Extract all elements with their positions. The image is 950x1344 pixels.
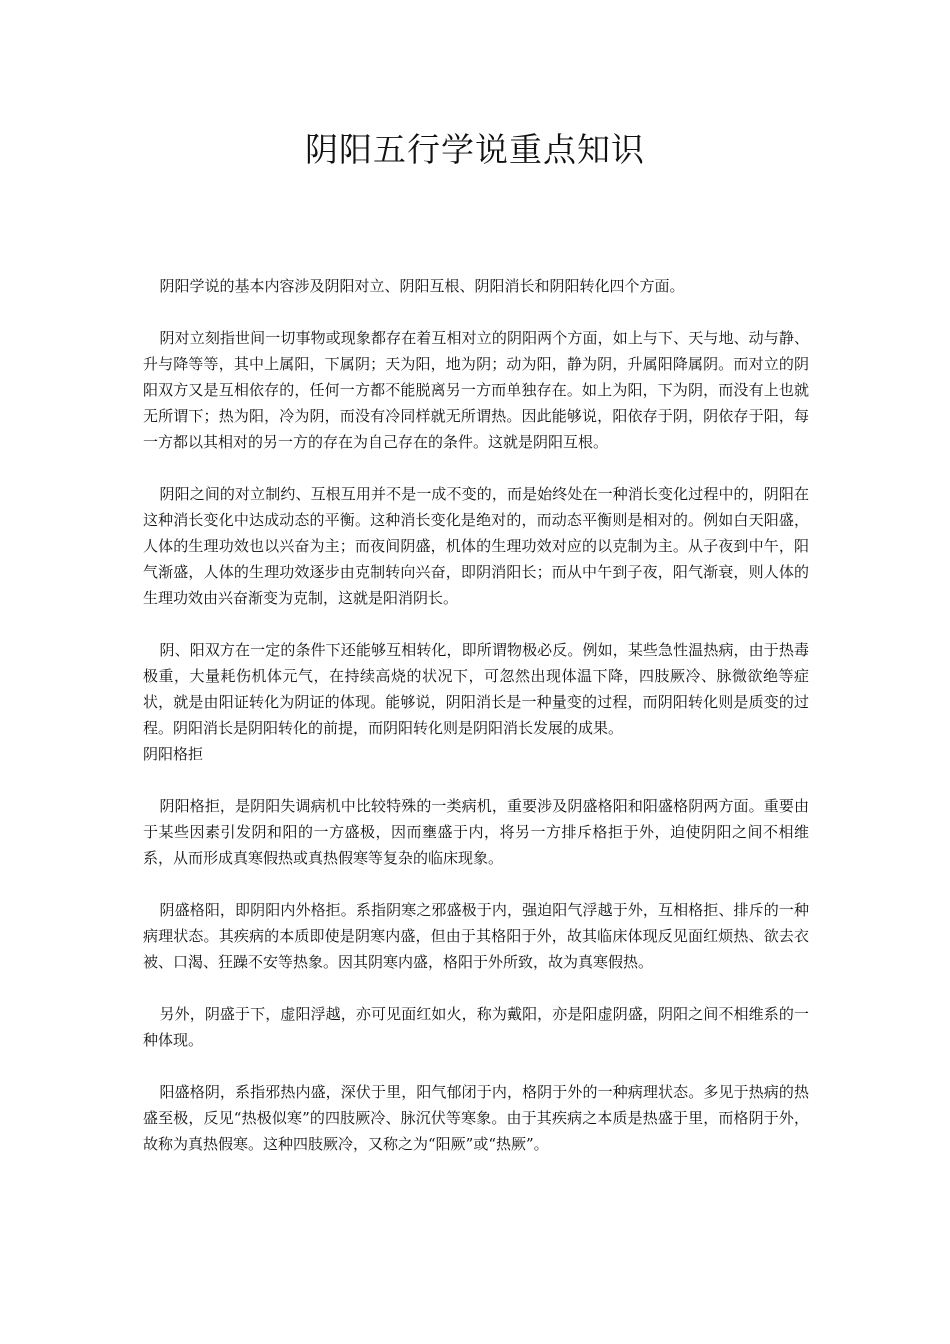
paragraph-spacer: [143, 611, 809, 637]
page-title: 阴阳五行学说重点知识: [305, 130, 645, 169]
paragraph-spacer: [143, 975, 809, 1001]
document-body: [143, 273, 809, 1157]
paragraph: 阴盛格阳，即阴阳内外格拒。系指阴寒之邪盛极于内，强迫阳气浮越于外，互相格拒、排斥的一种病理状态。其疾病的本质即使是阴寒内盛，但由于其格阳于外，故其临床体现反见面红烦热、欲去衣被、口渴、狂躁不安等热象。因其阴寒内盛，格阳于外所致，故为真寒假热。: [143, 901, 809, 971]
paragraph-spacer: [143, 1053, 809, 1079]
paragraph: 阴阳之间的对立制约、互根互用并不是一成不变的，而是始终处在一种消长变化过程中的，阴阳在这种消长变化中达成动态的平衡。这种消长变化是绝对的，而动态平衡则是相对的。例如白天阳盛，人体的生理功效也以兴奋为主；而夜间阴盛，机体的生理功效对应的以克制为主。从子夜到中午，阳气渐盛，人体的生理功效逐步由克制转向兴奋，即阴消阳长；而从中午到子夜，阳气渐衰，则人体的生理功效由兴奋渐变为克制，这就是阳消阴长。: [143, 485, 809, 607]
paragraph: 阴阳格拒，是阴阳失调病机中比较特殊的一类病机，重要涉及阴盛格阳和阳盛格阴两方面。重要由于某些因素引发阴和阳的一方盛极，因而壅盛于内，将另一方排斥格拒于外，迫使阴阳之间不相维系，从而形成真寒假热或真热假寒等复杂的临床现象。: [143, 797, 809, 867]
section-heading: 阴阳格拒: [143, 745, 204, 763]
paragraph: 另外，阴盛于下，虚阳浮越，亦可见面红如火，称为戴阳，亦是阳虚阴盛，阴阳之间不相维系的一种体现。: [143, 1005, 809, 1049]
paragraph: 阴、阳双方在一定的条件下还能够互相转化，即所谓物极必反。例如，某些急性温热病，由于热毒极重，大量耗伤机体元气，在持续高烧的状况下，可忽然出现体温下降，四肢厥冷、脉微欲绝等症状，就是由阳证转化为阴证的体现。能够说，阴阳消长是一种量变的过程，而阴阳转化则是质变的过程。阴阳消长是阴阳转化的前提，而阴阳转化则是阴阳消长发展的成果。: [143, 641, 809, 737]
paragraph-spacer: [143, 767, 809, 793]
paragraph: 阳盛格阴，系指邪热内盛，深伏于里，阳气郁闭于内，格阴于外的一种病理状态。多见于热病的热盛至极，反见“热极似寒”的四肢厥冷、脉沉伏等寒象。由于其疾病之本质是热盛于里，而格阴于外，故称为真热假寒。这种四肢厥冷，又称之为“阳厥”或“热厥”。: [143, 1083, 809, 1153]
paragraph: 阴对立刻指世间一切事物或现象都存在着互相对立的阴阳两个方面，如上与下、天与地、动与静、升与降等等，其中上属阳，下属阴；天为阳，地为阴；动为阳，静为阴，升属阳降属阴。而对立的阴阳双方又是互相依存的，任何一方都不能脱离另一方而单独存在。如上为阳，下为阴，而没有上也就无所谓下；热为阳，冷为阴，而没有冷同样就无所谓热。因此能够说，阳依存于阴，阴依存于阳，每一方都以其相对的另一方的存在为自己存在的条件。这就是阴阳互根。: [143, 329, 809, 451]
paragraph: 阴阳学说的基本内容涉及阴阳对立、阴阳互根、阴阳消长和阴阳转化四个方面。: [159, 277, 685, 295]
paragraph-spacer: [143, 871, 809, 897]
paragraph-spacer: [143, 455, 809, 481]
paragraph-spacer: [143, 299, 809, 325]
